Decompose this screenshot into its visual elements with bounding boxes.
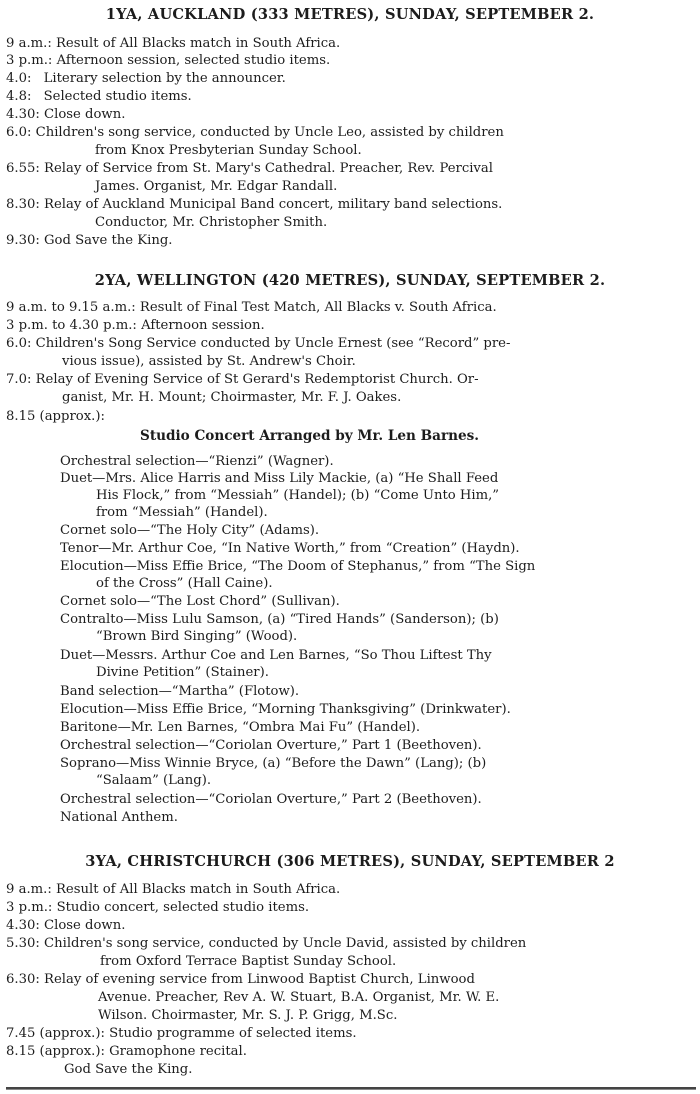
programme-item: Elocution—Miss Effie Brice, “Morning Thanksgiving” (Drinkwater).: [60, 702, 511, 717]
programme-item-cont: “Brown Bird Singing” (Wood).: [96, 629, 298, 644]
programme-item: Duet—Messrs. Arthur Coe and Len Barnes, “So Thou Liftest Thy: [60, 648, 492, 663]
programme-item: Orchestral selection—“Rienzi” (Wagner).: [60, 454, 334, 469]
schedule-entry: [6, 318, 265, 334]
entry-time: 6.0:: [6, 125, 32, 140]
programme-item: Cornet solo—“The Holy City” (Adams).: [60, 523, 320, 538]
entry-text: Close down.: [44, 107, 126, 122]
entry-time: 6.30:: [6, 972, 40, 987]
schedule-entry: [6, 1044, 247, 1060]
entry-text: Relay of evening service from Linwood Baptist Church, Linwood: [44, 972, 475, 987]
programme-item-cont: Divine Petition” (Stainer).: [96, 665, 269, 680]
section-heading-3ya: 3YA, CHRISTCHURCH (306 METRES), SUNDAY, SEPTEMBER 2: [85, 853, 615, 870]
entry-time: 4.8:: [6, 89, 32, 104]
entry-text: Result of All Blacks match in South Africa.: [55, 36, 341, 51]
entry-text: Studio concert, selected studio items.: [56, 900, 310, 915]
programme-item-cont: from “Messiah” (Handel).: [96, 505, 268, 520]
entry-text: Afternoon session.: [141, 318, 265, 333]
schedule-entry: [6, 233, 172, 249]
schedule-entry: [6, 900, 309, 916]
entry-time: 7.0:: [6, 372, 32, 387]
schedule-entry: [6, 372, 479, 388]
schedule-entry: [6, 336, 510, 352]
entry-time: 4.30:: [6, 107, 40, 122]
entry-text: Close down.: [44, 918, 126, 933]
programme-item: Contralto—Miss Lulu Samson, (a) “Tired Hands” (Sanderson); (b): [60, 612, 499, 627]
programme-item-cont: of the Cross” (Hall Caine).: [96, 576, 273, 591]
entry-time: 6.55:: [6, 161, 40, 176]
programme-item: Elocution—Miss Effie Brice, “The Doom of Stephanus,” from “The Sign: [60, 559, 536, 574]
entry-text: Literary selection by the announcer.: [43, 71, 286, 86]
entry-time: 8.15 (approx.):: [6, 1044, 105, 1059]
section-heading-2ya: 2YA, WELLINGTON (420 METRES), SUNDAY, SEPTEMBER 2.: [94, 272, 606, 289]
programme-item: Cornet solo—“The Lost Chord” (Sullivan).: [60, 594, 340, 609]
programme-item-cont: “Salaam” (Lang).: [96, 773, 212, 788]
entry-text: Afternoon session, selected studio items.: [56, 53, 331, 68]
entry-time: 9 a.m. to 9.15 a.m.:: [6, 300, 136, 315]
schedule-entry: [6, 71, 286, 87]
programme-item: National Anthem.: [60, 810, 178, 825]
entry-text: Result of Final Test Match, All Blacks v. South Africa.: [139, 300, 497, 315]
entry-continuation: vious issue), assisted by St. Andrew's Choir.: [62, 354, 356, 369]
entry-text: Relay of Evening Service of St Gerard's Redemptorist Church. Or-: [35, 372, 479, 387]
entry-time: 4.30:: [6, 918, 40, 933]
entry-text: Relay of Service from St. Mary's Cathedral. Preacher, Rev. Percival: [44, 161, 493, 176]
entry-time: 8.30:: [6, 197, 40, 212]
entry-time: 6.0:: [6, 336, 32, 351]
schedule-entry: [6, 197, 502, 213]
entry-time: 3 p.m.:: [6, 53, 53, 68]
entry-text: Relay of Auckland Municipal Band concert, military band selections.: [44, 197, 503, 212]
concert-title: Studio Concert Arranged by Mr. Len Barnes.: [140, 428, 480, 444]
programme-item: Band selection—“Martha” (Flotow).: [60, 684, 300, 699]
entry-continuation: Conductor, Mr. Christopher Smith.: [95, 215, 328, 230]
entry-continuation: Wilson. Choirmaster, Mr. S. J. P. Grigg, M.Sc.: [98, 1008, 398, 1023]
schedule-entry: [6, 36, 340, 52]
programme-item: Tenor—Mr. Arthur Coe, “In Native Worth,” from “Creation” (Haydn).: [60, 541, 520, 556]
section-heading-1ya: 1YA, AUCKLAND (333 METRES), SUNDAY, SEPTEMBER 2.: [105, 6, 595, 23]
entry-time: 9 a.m.:: [6, 36, 52, 51]
entry-time: 9.30:: [6, 233, 40, 248]
entry-continuation: ganist, Mr. H. Mount; Choirmaster, Mr. F. J. Oakes.: [62, 390, 402, 405]
schedule-entry: [6, 53, 330, 69]
entry-continuation: from Knox Presbyterian Sunday School.: [95, 143, 362, 158]
schedule-entry: [6, 300, 497, 316]
entry-text: Children's Song Service conducted by Uncle Ernest (see “Record” pre-: [35, 336, 511, 351]
programme-item-cont: His Flock,” from “Messiah” (Handel); (b) “Come Unto Him,”: [96, 488, 500, 503]
entry-time: 3 p.m.:: [6, 900, 53, 915]
programme-item: Duet—Mrs. Alice Harris and Miss Lily Mackie, (a) “He Shall Feed: [60, 471, 499, 486]
entry-time: 9 a.m.:: [6, 882, 52, 897]
schedule-entry: [6, 107, 125, 123]
schedule-entry: [6, 409, 105, 425]
entry-text: Gramophone recital.: [109, 1044, 247, 1059]
entry-text: Children's song service, conducted by Uncle Leo, assisted by children: [35, 125, 504, 140]
schedule-entry: [6, 89, 192, 105]
programme-item: Orchestral selection—“Coriolan Overture,” Part 2 (Beethoven).: [60, 792, 482, 807]
entry-continuation: James. Organist, Mr. Edgar Randall.: [95, 179, 338, 194]
entry-text: God Save the King.: [44, 233, 173, 248]
schedule-entry: [6, 918, 125, 934]
entry-continuation: Avenue. Preacher, Rev A. W. Stuart, B.A. Organist, Mr. W. E.: [98, 990, 500, 1005]
entry-time: 4.0:: [6, 71, 32, 86]
entry-text: Result of All Blacks match in South Africa.: [55, 882, 341, 897]
entry-continuation: from Oxford Terrace Baptist Sunday School.: [100, 954, 397, 969]
schedule-entry: [6, 125, 504, 141]
bottom-rule: [6, 1087, 696, 1090]
programme-item: Baritone—Mr. Len Barnes, “Ombra Mai Fu” (Handel).: [60, 720, 421, 735]
entry-time: 8.15 (approx.):: [6, 409, 105, 424]
schedule-entry: God Save the King.: [64, 1062, 193, 1077]
schedule-entry: [6, 161, 493, 177]
entry-text: Children's song service, conducted by Uncle David, assisted by children: [44, 936, 527, 951]
schedule-entry: [6, 936, 526, 952]
entry-text: Selected studio items.: [43, 89, 192, 104]
entry-text: Studio programme of selected items.: [109, 1026, 357, 1041]
schedule-entry: [6, 972, 475, 988]
entry-time: 5.30:: [6, 936, 40, 951]
entry-time: 3 p.m. to 4.30 p.m.:: [6, 318, 137, 333]
schedule-entry: [6, 1026, 357, 1042]
schedule-entry: [6, 882, 340, 898]
programme-item: Orchestral selection—“Coriolan Overture,” Part 1 (Beethoven).: [60, 738, 482, 753]
programme-item: Soprano—Miss Winnie Bryce, (a) “Before the Dawn” (Lang); (b): [60, 756, 487, 771]
entry-time: 7.45 (approx.):: [6, 1026, 105, 1041]
